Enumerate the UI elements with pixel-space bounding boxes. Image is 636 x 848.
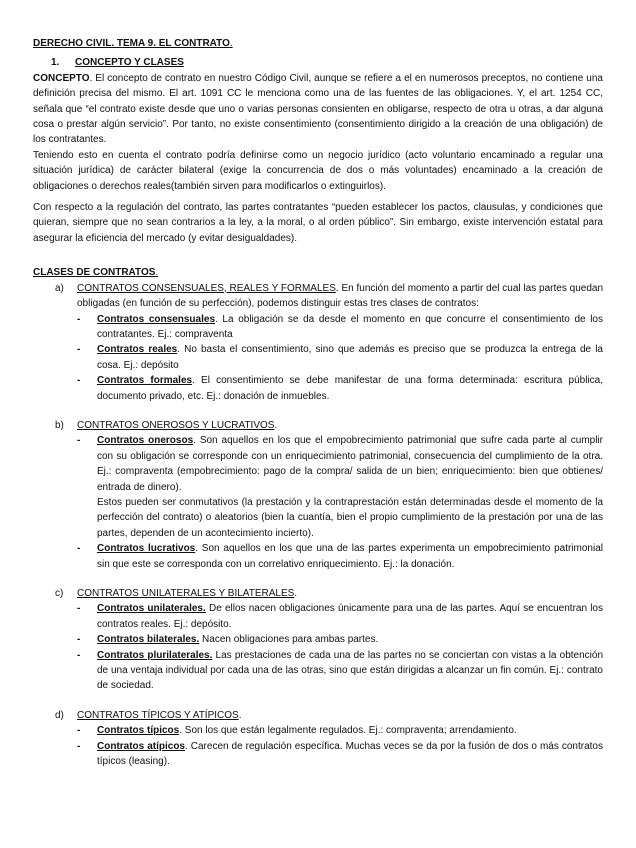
section-a: a) CONTRATOS CONSENSUALES, REALES Y FORMALES. En función del momento a partir del cual las partes quedan obligadas (en función de su perfección), podemos distinguir estas tres clases de contratos: [55,282,604,310]
concepto-paragraph-1: CONCEPTO. El concepto de contrato en nuestro Código Civil, aunque se refiere a el en numerosos preceptos, no contiene una definición precisa del mismo. El art. 1091 CC le menciona como una de las fuentes de las obligaciones. Y, el art. 1254 CC, señala que “el contrato existe desde que uno o varias personas consienten en obligarse, respecto de otra u otras, a dar alguna cosa o prestar algún servicio”. Por tanto, no existe consentimiento (consentimiento dirigido a la creación de una obligación) de los contratantes. [33,72,603,146]
section-a-list [33,312,603,404]
document-title: DERECHO CIVIL. TEMA 9. EL CONTRATO. [33,38,233,49]
list-item: - Contratos consensuales. La obligación se da desde el momento en que concurre el consentimiento de los contratantes. Ej.: compraventa [77,313,603,340]
section-d: d) CONTRATOS TÍPICOS Y ATÍPICOS. [55,709,242,721]
concepto-paragraph-3: Con respecto a la regulación del contrato, las partes contratantes “pueden establecer los pactos, clausulas, y condiciones que quieran, siempre que no sean contrarios a la ley, a la moral, o al orden público”. Sin embargo, existe intervención estatal para asegurar la eficiencia del mercado (y evitar desigualdades). [33,202,603,244]
section-b-list-2 [33,541,603,572]
list-item: - Contratos plurilaterales. Las prestaciones de cada una de las partes no se conciertan con vistas a la obtención de una ventaja individual por cada una de las otras, sino que están dirigidas a alcanzar un fin común. Ej.: contrato de sociedad. [77,649,604,692]
list-item: - Contratos onerosos. Son aquellos en los que el empobrecimiento patrimonial que sufre cada parte al cumplir con su obligación se corresponde con un enriquecimiento patrimonial, consecuencia del cumplimiento de la otra. Ej.: compraventa (empobrecimiento: pago de la compra/ salida de un bien; enriquecimiento: bien que obtienes/ entrada de dinero). [77,435,603,493]
section-c-list [33,601,603,693]
list-item: - Contratos reales. No basta el consentimiento, sino que además es preciso que se produzca la entrega de la cosa. Ej.: depósito [77,344,603,371]
section-d-list [33,723,603,769]
section-b-list [33,433,603,495]
list-item: - Contratos bilaterales. Nacen obligaciones para ambas partes. [77,634,379,646]
list-item: - Contratos unilaterales. De ellos nacen obligaciones únicamente para una de las partes. Aquí se encuentran los contratos reales. Ej.: depósito. [77,603,603,630]
list-item: - Contratos atípicos. Carecen de regulación específica. Muchas veces se da por la fusión de dos o más contratos típicos (leasing). [77,740,603,768]
concepto-paragraph-2: Teniendo esto en cuenta el contrato podría definirse como un negocio jurídico (acto voluntario encaminado a regular una situación jurídica) de carácter bilateral (exige la concurrencia de dos o más voluntades) encaminado a la creación de obligaciones o derechos reales(también sirven para modificarlos o extinguirlos). [33,149,603,192]
heading-concepto-y-clases: 1. CONCEPTO Y CLASES [51,57,184,69]
list-item: - Contratos formales. El consentimiento se debe manifestar de una forma determinada: escritura pública, documento privado, etc. Ej.: donación de inmuebles. [77,375,603,402]
section-c: c) CONTRATOS UNILATERALES Y BILATERALES. [55,588,298,599]
list-item: - Contratos típicos. Son los que están legalmente regulados. Ej.: compraventa; arrendamiento. [77,725,517,737]
section-b: b) CONTRATOS ONEROSOS Y LUCRATIVOS. [55,419,278,431]
clases-title: CLASES DE CONTRATOS. [33,267,159,279]
list-item: - Contratos lucrativos. Son aquellos en los que una de las partes experimenta un empobrecimiento patrimonial sin que este se corresponda con un correlativo enriquecimiento. Ej.: la donación. [77,543,603,570]
onerosos-extra-paragraph: Estos pueden ser conmutativos (la prestación y la contraprestación están determinadas desde el momento de la perfección del contrato) o aleatorios (bien la cuantía, bien el propio cumplimiento de la prestación por una de las partes, dependen de un acontecimiento incierto). [97,496,603,539]
